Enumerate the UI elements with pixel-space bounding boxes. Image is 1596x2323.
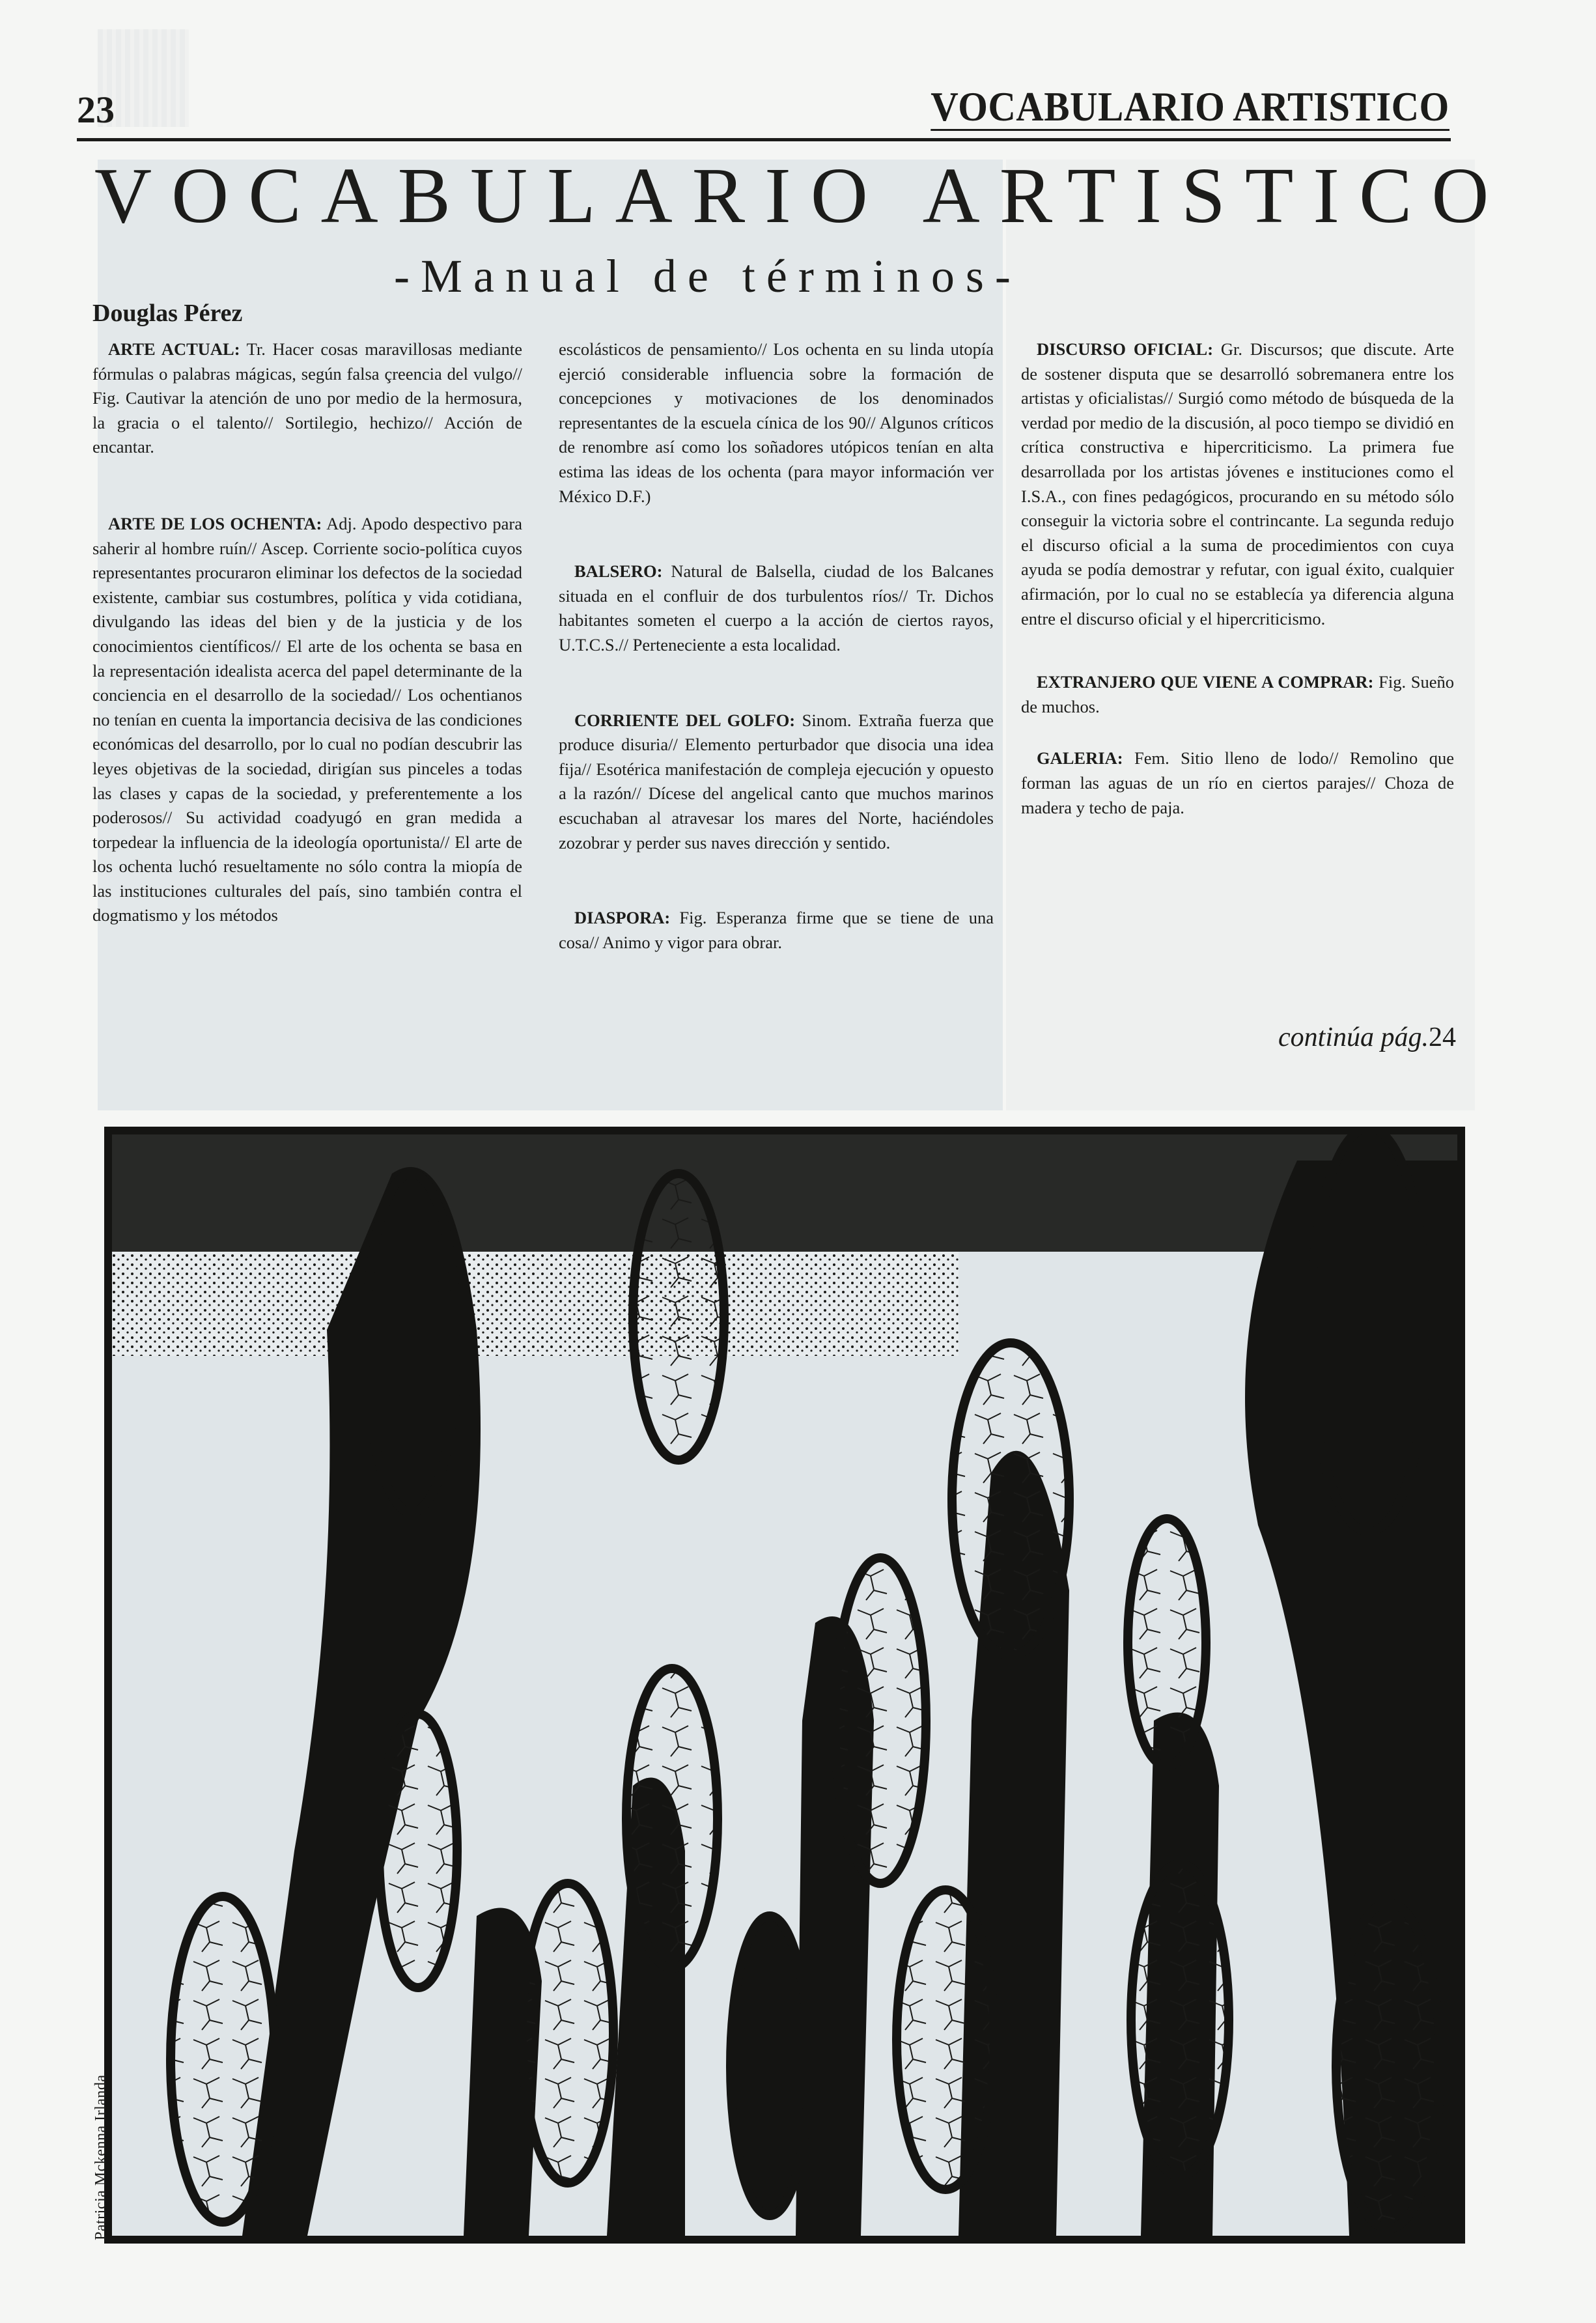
entry-term: BALSERO: xyxy=(574,561,663,582)
glossary-entry xyxy=(559,709,994,856)
article-title: VOCABULARIO ARTISTICO xyxy=(94,152,1509,240)
text-column-3 xyxy=(1021,337,1454,869)
entry-term: CORRIENTE DEL GOLFO: xyxy=(574,710,796,730)
entry-definition: Sinom. Extraña fuerza que produce disuria// Elemento perturbador que disocia una idea fija// Esotérica manifestación de compleja ejecución y opuesto a la razón// Dícese del angelical canto que muchos marinos escuchaban al atravesar los mares del Norte, haciéndoles zozobrar y perder sus naves dirección y sentido. xyxy=(559,710,994,852)
running-head: VOCABULARIO ARTISTICO xyxy=(931,83,1449,130)
entry-definition: Fig. Esperanza firme que se tiene de una cosa// Animo y vigor para obrar. xyxy=(559,908,994,952)
glossary-entry xyxy=(559,906,994,955)
page-number: 23 xyxy=(77,89,115,131)
artwork-credit: Patricia Mckenna Irlanda xyxy=(92,2074,109,2240)
entry-term: ARTE DE LOS OCHENTA: xyxy=(108,513,322,533)
text-column-1 xyxy=(92,337,522,977)
author-byline: Douglas Pérez xyxy=(92,300,243,327)
entry-definition: Adj. Apodo despectivo para saherir al hombre ruín// Ascep. Corriente socio-política cuyos representantes procuraron eliminar los defectos de la sociedad existente, cambiar sus costumbres, política y vida cotidiana, divulgando las ideas del bien y de la justicia y de los conocimientos científicos// El arte de los ochenta se basa en la representación idealista acerca del papel determinante de la conciencia en el desarrollo de la sociedad// Los ochentianos no tenían en cuenta la importancia decisiva de las condiciones económicas del desarrollo, por lo cual no podían descubrir las leyes objetivas de la sociedad, dirigían sus pinceles a todas las clases y capas de la sociedad, y preferentemente a los poderosos// Su actividad coadyugó en gran medida a torpedear la influencia de la ideología oportunista// El arte de los ochenta luchó resueltamente no sólo contra la miopía de las instituciones culturales del país, sino también contra el dogmatismo y los métodos xyxy=(92,513,522,925)
glossary-entry xyxy=(1021,746,1454,820)
entry-term: ARTE ACTUAL: xyxy=(108,339,240,359)
entry-definition: escolásticos de pensamiento// Los ochenta en su linda utopía ejerció considerable influencia sobre la formación de concepciones y motivaciones de los denominados representantes de la escuela cínica de los 90// Algunos críticos de renombre así como los soñadores utópicos tenían en alta estima las ideas de los ochenta (para mayor información ver México D.F.) xyxy=(559,339,994,506)
entry-definition: Fig. Sueño de muchos. xyxy=(1021,672,1454,716)
entry-definition: Tr. Hacer cosas maravillosas mediante fórmulas o palabras mágicas, según falsa çreencia del vulgo// Fig. Cautivar la atención de uno por medio de la hermosura, la gracia o el talento// Sortilegio, hechizo// Acción de encantar. xyxy=(92,339,522,457)
artwork-print xyxy=(112,1134,1457,2236)
glossary-entry xyxy=(92,337,522,460)
entry-definition: Fem. Sitio lleno de lodo// Remolino que forman las aguas de un río en ciertos parajes// Choza de madera y techo de paja. xyxy=(1021,748,1454,817)
continued-on-link[interactable] xyxy=(1278,1024,1456,1051)
glossary-entry xyxy=(1021,337,1454,631)
continued-page: 24 xyxy=(1429,1022,1456,1052)
entry-definition: Gr. Discursos; que discute. Arte de sostener disputa que se desarrolló sobremanera entre los artistas y oficialistas// Surgió como método de búsqueda de la verdad por medio de la discusión, al poco tiempo se dividió en crítica constructiva e hipercriticismo. La primera fue desarrollada por los artistas jóvenes e instituciones como el I.S.A., con fines pedagógicos, procurando en su método sólo conseguir la victoria sobre el contrincante. La segunda redujo el discurso oficial a la suma de procedimientos con cuya ayuda se podía demostrar y refutar, con igual éxito, cualquier afirmación, por lo cual no se establecía ya diferencia alguna entre el discurso oficial y el hipercriticismo. xyxy=(1021,339,1454,628)
entry-term: GALERIA: xyxy=(1037,748,1123,768)
entry-term: EXTRANJERO QUE VIENE A COMPRAR: xyxy=(1037,672,1374,692)
glossary-entry xyxy=(92,512,522,928)
article-subtitle: -Manual de términos- xyxy=(394,250,1022,302)
artwork-image xyxy=(104,1127,1465,2244)
text-column-2 xyxy=(559,337,994,1004)
entry-term: DISCURSO OFICIAL: xyxy=(1037,339,1214,359)
entry-term: DIASPORA: xyxy=(574,908,671,928)
glossary-entry xyxy=(1021,670,1454,719)
header-rule xyxy=(77,138,1451,141)
entry-definition: Natural de Balsella, ciudad de los Balcanes situada en el confluir de dos turbulentos ríos// Tr. Dichos habitantes someten el cuerpo a la acción de ciertos rayos, U.T.C.S.// Perteneciente a esta localidad. xyxy=(559,561,994,655)
continued-label: continúa pág. xyxy=(1278,1022,1429,1052)
glossary-entry-continuation xyxy=(559,337,994,509)
glossary-entry xyxy=(559,559,994,657)
